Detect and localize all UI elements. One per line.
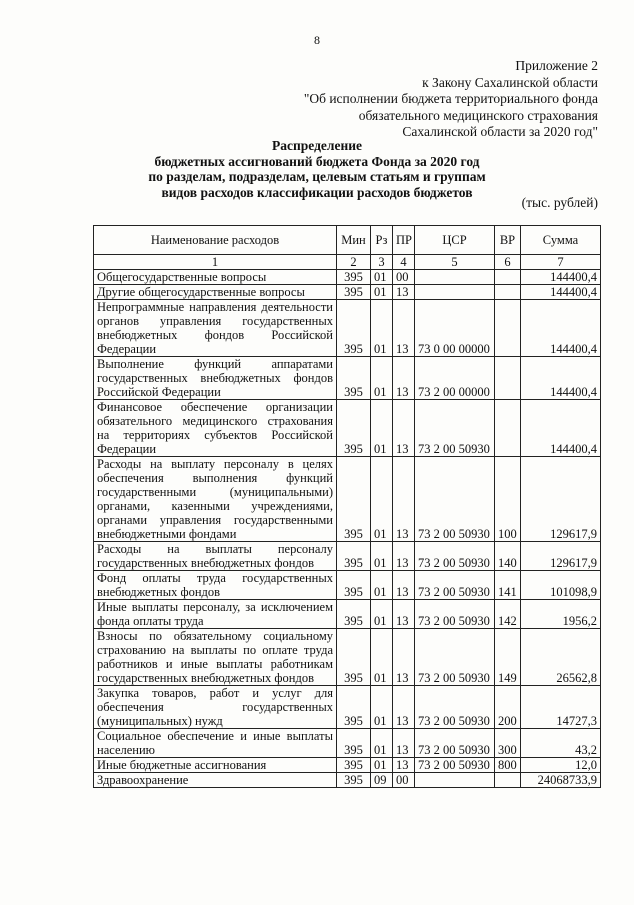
cell-vr: [495, 285, 521, 300]
appendix-line: к Закону Сахалинской области: [422, 74, 598, 90]
column-number: 5: [415, 255, 495, 270]
cell-sum: 129617,9: [521, 457, 601, 542]
header-name: Наименование расходов: [94, 226, 337, 255]
cell-pr: 13: [393, 729, 415, 758]
cell-rz: 01: [371, 300, 393, 357]
cell-rz: 01: [371, 686, 393, 729]
appendix-line: Приложение 2: [515, 58, 598, 73]
title-line: бюджетных ассигнований бюджета Фонда за 2020 год: [154, 153, 480, 169]
table-row: [94, 300, 601, 357]
cell-csr: 73 2 00 50930: [415, 758, 495, 773]
cell-vr: 140: [495, 542, 521, 571]
table-row: [94, 270, 601, 285]
cell-name: Фонд оплаты труда государственных внебюджетных фондов: [94, 571, 337, 600]
table-row: [94, 729, 601, 758]
cell-pr: 00: [393, 270, 415, 285]
appendix-line: "Об исполнении бюджета территориального фонда: [303, 91, 598, 106]
appendix-line: обязательного медицинского страхования: [358, 107, 598, 123]
cell-min: 395: [337, 300, 371, 357]
cell-name: Иные выплаты персоналу, за исключением фонда оплаты труда: [94, 600, 337, 629]
cell-min: 395: [337, 758, 371, 773]
cell-sum: 144400,4: [521, 285, 601, 300]
cell-vr: 142: [495, 600, 521, 629]
cell-pr: 13: [393, 758, 415, 773]
cell-csr: 73 2 00 00000: [415, 357, 495, 400]
cell-csr: 73 0 00 00000: [415, 300, 495, 357]
cell-min: 395: [337, 457, 371, 542]
cell-csr: 73 2 00 50930: [415, 571, 495, 600]
cell-name: Общегосударственные вопросы: [94, 270, 337, 285]
cell-pr: 13: [393, 542, 415, 571]
table-row: [94, 629, 601, 686]
cell-pr: 13: [393, 686, 415, 729]
cell-rz: 01: [371, 629, 393, 686]
cell-name: Закупка товаров, работ и услуг для обеспечения государственных (муниципальных) нужд: [94, 686, 337, 729]
cell-min: 395: [337, 542, 371, 571]
cell-vr: 300: [495, 729, 521, 758]
title-line: по разделам, подразделам, целевым статьям и группам: [148, 169, 486, 184]
page-number: 8: [314, 33, 320, 47]
cell-vr: [495, 400, 521, 457]
cell-min: 395: [337, 686, 371, 729]
header-sum: Сумма: [521, 226, 601, 255]
cell-sum: 26562,8: [521, 629, 601, 686]
cell-pr: 13: [393, 600, 415, 629]
table-row: [94, 686, 601, 729]
cell-pr: 13: [393, 285, 415, 300]
column-number: 6: [495, 255, 521, 270]
column-number-row: [94, 255, 601, 270]
cell-sum: 101098,9: [521, 571, 601, 600]
cell-name: Иные бюджетные ассигнования: [94, 758, 337, 773]
cell-min: 395: [337, 729, 371, 758]
cell-min: 395: [337, 357, 371, 400]
cell-min: 395: [337, 629, 371, 686]
cell-csr: 73 2 00 50930: [415, 686, 495, 729]
cell-min: 395: [337, 600, 371, 629]
cell-sum: 144400,4: [521, 270, 601, 285]
cell-csr: 73 2 00 50930: [415, 542, 495, 571]
cell-name: Расходы на выплату персоналу в целях обеспечения выполнения функций государственными (муниципальными) органами, казенными учреждениями, органами управления государственными внебюджетными фондами: [94, 457, 337, 542]
cell-rz: 01: [371, 600, 393, 629]
cell-rz: 09: [371, 773, 393, 788]
appendix-header: [304, 58, 598, 141]
cell-name: Социальное обеспечение и иные выплаты населению: [94, 729, 337, 758]
cell-vr: [495, 773, 521, 788]
cell-name: Финансовое обеспечение организации обязательного медицинского страхования на территориях субъектов Российской Федерации: [94, 400, 337, 457]
cell-rz: 01: [371, 400, 393, 457]
cell-vr: [495, 357, 521, 400]
cell-min: 395: [337, 571, 371, 600]
cell-name: Выполнение функций аппаратами государственных внебюджетных фондов Российской Федерации: [94, 357, 337, 400]
cell-rz: 01: [371, 457, 393, 542]
units-label: (тыс. рублей): [521, 195, 598, 210]
column-number: 4: [393, 255, 415, 270]
cell-rz: 01: [371, 758, 393, 773]
table-row: [94, 773, 601, 788]
cell-min: 395: [337, 400, 371, 457]
budget-table: [93, 225, 601, 788]
header-vr: ВР: [495, 226, 521, 255]
cell-rz: 01: [371, 542, 393, 571]
cell-csr: 73 2 00 50930: [415, 400, 495, 457]
cell-pr: 13: [393, 300, 415, 357]
table-row: [94, 457, 601, 542]
table-row: [94, 600, 601, 629]
document-title: [0, 138, 634, 200]
cell-csr: 73 2 00 50930: [415, 629, 495, 686]
cell-csr: 73 2 00 50930: [415, 457, 495, 542]
cell-vr: 100: [495, 457, 521, 542]
cell-pr: 00: [393, 773, 415, 788]
cell-pr: 13: [393, 571, 415, 600]
table-row: [94, 357, 601, 400]
cell-name: Непрограммные направления деятельности органов управления государственных внебюджетных фондов Российской Федерации: [94, 300, 337, 357]
column-number: 7: [521, 255, 601, 270]
cell-name: Взносы по обязательному социальному страхованию на выплаты по оплате труда работников и иные выплаты работникам государственных внебюджетных фондов: [94, 629, 337, 686]
table-row: [94, 542, 601, 571]
cell-csr: [415, 285, 495, 300]
cell-vr: 800: [495, 758, 521, 773]
cell-csr: 73 2 00 50930: [415, 600, 495, 629]
cell-vr: [495, 300, 521, 357]
cell-name: Другие общегосударственные вопросы: [94, 285, 337, 300]
cell-vr: 200: [495, 686, 521, 729]
header-min: Мин: [337, 226, 371, 255]
cell-csr: 73 2 00 50930: [415, 729, 495, 758]
cell-vr: [495, 270, 521, 285]
table-row: [94, 285, 601, 300]
cell-sum: 12,0: [521, 758, 601, 773]
table-row: [94, 758, 601, 773]
header-pr: ПР: [393, 226, 415, 255]
column-number: 2: [337, 255, 371, 270]
cell-csr: [415, 270, 495, 285]
cell-sum: 144400,4: [521, 357, 601, 400]
column-number: 1: [94, 255, 337, 270]
table-row: [94, 571, 601, 600]
cell-min: 395: [337, 270, 371, 285]
cell-vr: 149: [495, 629, 521, 686]
cell-name: Расходы на выплаты персоналу государственных внебюджетных фондов: [94, 542, 337, 571]
cell-sum: 129617,9: [521, 542, 601, 571]
header-csr: ЦСР: [415, 226, 495, 255]
header-row: [94, 226, 601, 255]
header-rz: Рз: [371, 226, 393, 255]
cell-sum: 144400,4: [521, 300, 601, 357]
cell-csr: [415, 773, 495, 788]
cell-pr: 13: [393, 629, 415, 686]
cell-sum: 24068733,9: [521, 773, 601, 788]
appendix-line: Сахалинской области за 2020 год": [402, 124, 598, 139]
cell-rz: 01: [371, 571, 393, 600]
cell-rz: 01: [371, 285, 393, 300]
cell-rz: 01: [371, 357, 393, 400]
cell-pr: 13: [393, 357, 415, 400]
cell-rz: 01: [371, 729, 393, 758]
title-line: видов расходов классификации расходов бюджетов: [161, 184, 473, 200]
table-row: [94, 400, 601, 457]
cell-vr: 141: [495, 571, 521, 600]
cell-pr: 13: [393, 400, 415, 457]
cell-sum: 43,2: [521, 729, 601, 758]
column-number: 3: [371, 255, 393, 270]
cell-pr: 13: [393, 457, 415, 542]
cell-rz: 01: [371, 270, 393, 285]
cell-min: 395: [337, 285, 371, 300]
cell-name: Здравоохранение: [94, 773, 337, 788]
cell-min: 395: [337, 773, 371, 788]
cell-sum: 1956,2: [521, 600, 601, 629]
cell-sum: 144400,4: [521, 400, 601, 457]
title-line: Распределение: [271, 138, 363, 153]
cell-sum: 14727,3: [521, 686, 601, 729]
